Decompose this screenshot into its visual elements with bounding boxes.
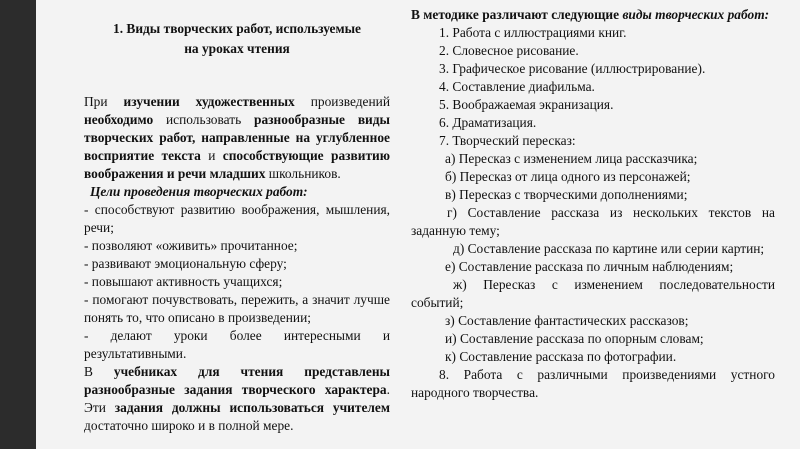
- method-item: 1. Работа с иллюстрациями книг.: [439, 25, 627, 40]
- retelling-subitem: е) Составление рассказа по личным наблюдениям;: [445, 259, 734, 274]
- method-item: 2. Словесное рисование.: [439, 43, 579, 58]
- method-item: 5. Воображаемая экранизация.: [439, 97, 614, 112]
- method-item: 4. Составление диафильма.: [439, 79, 595, 94]
- left-accent-bar: [0, 0, 36, 449]
- retelling-subitem: в) Пересказ с творческими дополнениями;: [445, 187, 688, 202]
- goal-item: - повышают активность учащихся;: [84, 274, 283, 289]
- goal-item: - делают уроки более интересными и результативными.: [84, 328, 390, 361]
- methods-intro: В методике различают следующие виды творческих работ:: [411, 7, 770, 22]
- section-title: 1. Виды творческих работ, используемые на уроках чтения: [113, 21, 361, 56]
- outro-paragraph: В учебниках для чтения представлены разнообразные задания творческого характера. Эти задания должны использоваться учителем достаточно широко и в полной мере.: [84, 364, 391, 433]
- retelling-subitem: з) Составление фантастических рассказов;: [445, 313, 689, 328]
- method-item: 6. Драматизация.: [439, 115, 537, 130]
- retelling-subitem: ж) Пересказ с изменением последовательности событий;: [411, 277, 775, 310]
- goals-heading: Цели проведения творческих работ:: [90, 184, 308, 199]
- left-column: [84, 0, 390, 435]
- retelling-subitem: а) Пересказ с изменением лица рассказчика;: [445, 151, 698, 166]
- retelling-subitem: д) Составление рассказа по картине или серии картин;: [453, 241, 765, 256]
- intro-paragraph: При изучении художественных произведений необходимо использовать разнообразные виды творческих работ, направленные на углубленное восприятие текста и способствующие развитию воображения и речи младших школьников.: [84, 94, 390, 181]
- goal-item: - способствуют развитию воображения, мышления, речи;: [84, 202, 390, 235]
- retelling-subitem: к) Составление рассказа по фотографии.: [445, 349, 677, 364]
- right-column: [411, 0, 775, 402]
- goal-item: - позволяют «оживить» прочитанное;: [84, 238, 298, 253]
- method-item: 3. Графическое рисование (иллюстрирование).: [439, 61, 706, 76]
- retelling-subitem: и) Составление рассказа по опорным словам;: [445, 331, 704, 346]
- method-item: 7. Творческий пересказ:: [439, 133, 576, 148]
- method-item: 8. Работа с различными произведениями устного народного творчества.: [411, 367, 775, 400]
- goal-item: - развивают эмоциональную сферу;: [84, 256, 287, 271]
- goal-item: - помогают почувствовать, пережить, а значит лучше понять то, что описано в произведении;: [84, 292, 390, 325]
- retelling-subitem: б) Пересказ от лица одного из персонажей;: [445, 169, 691, 184]
- retelling-subitem: г) Составление рассказа из нескольких текстов на заданную тему;: [411, 205, 775, 238]
